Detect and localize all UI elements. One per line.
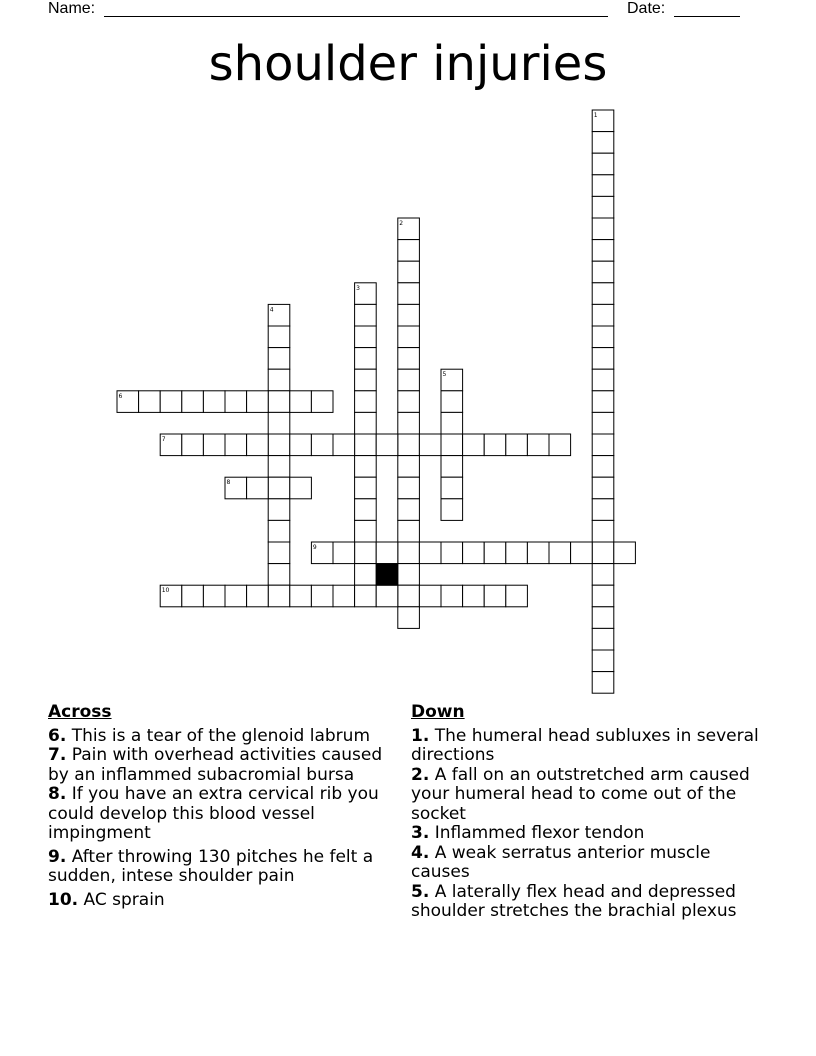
grid-cell[interactable] (333, 585, 355, 607)
grid-cell[interactable] (268, 434, 290, 456)
grid-cell[interactable] (592, 283, 614, 305)
grid-cell[interactable] (592, 261, 614, 283)
grid-cell[interactable] (398, 564, 420, 586)
grid-cell[interactable] (268, 391, 290, 413)
clue-text: A fall on an outstretched arm caused your humeral head to come out of the socket (411, 764, 750, 824)
across-clues (48, 703, 388, 910)
grid-cell[interactable] (376, 585, 398, 607)
blocked-cell (376, 564, 398, 586)
grid-cell[interactable] (441, 499, 463, 521)
grid-cell[interactable] (160, 391, 182, 413)
clue-text: A laterally flex head and depressed shoulder stretches the brachial plexus (411, 881, 737, 921)
grid-cell[interactable] (225, 391, 247, 413)
cell-number-3: 3 (356, 284, 360, 292)
grid-cell[interactable] (268, 542, 290, 564)
cell-number-5: 5 (442, 371, 447, 379)
down-clues (411, 703, 771, 922)
grid-cell[interactable] (592, 304, 614, 326)
grid-cell[interactable] (203, 391, 225, 413)
grid-cell[interactable] (268, 477, 290, 499)
clue-text: If you have an extra cervical rib you could develop this blood vessel impingment (48, 784, 379, 843)
grid-cell[interactable] (441, 391, 463, 413)
grid-cell[interactable] (290, 477, 312, 499)
grid-cell[interactable] (592, 628, 614, 650)
grid-cell[interactable] (355, 434, 377, 456)
clue-number: 4. (411, 842, 430, 863)
grid-cell[interactable] (398, 456, 420, 478)
down-clue-5 (411, 883, 771, 922)
clue-text: A weak serratus anterior muscle causes (411, 842, 711, 882)
grid-cell[interactable] (311, 434, 333, 456)
clue-text: Pain with overhead activities caused by an inflammed subacromial bursa (48, 745, 383, 785)
grid-cell[interactable] (355, 585, 377, 607)
down-heading: Down (411, 702, 465, 722)
across-heading: Across (48, 702, 112, 722)
grid-cell[interactable] (290, 585, 312, 607)
clue-number: 6. (48, 725, 67, 746)
grid-cell[interactable] (398, 240, 420, 262)
grid-cell[interactable] (527, 542, 549, 564)
grid-cell[interactable] (398, 585, 420, 607)
cell-number-7: 7 (161, 436, 166, 443)
grid-cell[interactable] (506, 585, 528, 607)
grid-cell[interactable] (549, 542, 571, 564)
cell-number-4: 4 (269, 306, 274, 314)
clue-text: Inflammed flexor tendon (434, 823, 645, 843)
clue-number: 1. (411, 725, 430, 746)
grid-cell[interactable] (484, 434, 506, 456)
grid-cell[interactable] (182, 434, 204, 456)
across-clue-8 (48, 785, 388, 844)
grid-cell[interactable] (268, 499, 290, 521)
grid-cell[interactable] (419, 585, 441, 607)
grid-cell[interactable] (484, 585, 506, 607)
grid-cell[interactable] (398, 326, 420, 348)
grid-cell[interactable] (463, 542, 485, 564)
grid-cell[interactable] (398, 348, 420, 370)
grid-cell[interactable] (139, 391, 161, 413)
clue-number: 5. (411, 881, 430, 902)
grid-cell[interactable] (268, 564, 290, 586)
grid-cell[interactable] (398, 304, 420, 326)
grid-cell[interactable] (355, 477, 377, 499)
grid-cell[interactable] (311, 585, 333, 607)
grid-cell[interactable] (592, 240, 614, 262)
grid-cell[interactable] (592, 391, 614, 413)
down-clue-1 (411, 727, 771, 766)
clue-text: AC sprain (83, 889, 165, 910)
cell-number-8: 8 (226, 479, 231, 487)
grid-cell[interactable] (182, 391, 204, 413)
grid-cell[interactable] (398, 391, 420, 413)
grid-cell[interactable] (592, 499, 614, 521)
grid-cell[interactable] (592, 456, 614, 478)
grid-cell[interactable] (247, 585, 269, 607)
grid-cell[interactable] (484, 542, 506, 564)
clue-number: 7. (48, 745, 67, 765)
across-clue-10 (48, 891, 388, 911)
grid-cell[interactable] (592, 369, 614, 391)
clue-number: 2. (411, 764, 430, 785)
grid-cell[interactable] (355, 326, 377, 348)
name-label: Name: (48, 0, 96, 17)
across-clue-7 (48, 746, 388, 785)
grid-cell[interactable] (441, 585, 463, 607)
grid-cell[interactable] (268, 520, 290, 542)
grid-cell[interactable] (311, 391, 333, 413)
grid-cell[interactable] (333, 434, 355, 456)
cell-number-9: 9 (312, 544, 317, 551)
down-clue-3 (411, 824, 771, 844)
grid-cell[interactable] (203, 585, 225, 607)
grid-cell[interactable] (441, 542, 463, 564)
cell-number-1: 1 (593, 112, 598, 119)
grid-cell[interactable] (592, 153, 614, 175)
clue-text: This is a tear of the glenoid labrum (71, 725, 370, 746)
cell-number-10: 10 (161, 587, 170, 595)
grid-cell[interactable] (333, 542, 355, 564)
down-clue-4 (411, 844, 771, 883)
clue-number: 8. (48, 784, 67, 804)
grid-cell[interactable] (592, 348, 614, 370)
grid-cell[interactable] (355, 391, 377, 413)
page-title: shoulder injuries (208, 36, 608, 92)
grid-cell[interactable] (592, 434, 614, 456)
grid-cell[interactable] (398, 607, 420, 629)
grid-cell[interactable] (398, 477, 420, 499)
grid-cell[interactable] (592, 326, 614, 348)
date-label: Date: (627, 0, 666, 17)
down-clue-2 (411, 766, 771, 825)
grid-cell[interactable] (376, 434, 398, 456)
grid-cell[interactable] (355, 369, 377, 391)
grid-cell[interactable] (268, 326, 290, 348)
grid-cell[interactable] (398, 434, 420, 456)
grid-cell[interactable] (355, 542, 377, 564)
grid-cell[interactable] (268, 456, 290, 478)
grid-cell[interactable] (225, 585, 247, 607)
grid-cell[interactable] (592, 650, 614, 672)
grid-cell[interactable] (355, 499, 377, 521)
grid-cell[interactable] (592, 585, 614, 607)
grid-cell[interactable] (268, 348, 290, 370)
grid-cell[interactable] (441, 412, 463, 434)
grid-cell[interactable] (571, 542, 593, 564)
grid-cell[interactable] (398, 412, 420, 434)
grid-cell[interactable] (398, 499, 420, 521)
grid-cell[interactable] (398, 283, 420, 305)
grid-cell[interactable] (592, 132, 614, 154)
grid-cell[interactable] (463, 434, 485, 456)
grid-cell[interactable] (419, 434, 441, 456)
grid-cell[interactable] (441, 477, 463, 499)
grid-cell[interactable] (247, 391, 269, 413)
cell-number-2: 2 (399, 220, 404, 227)
grid-cell[interactable] (592, 175, 614, 197)
grid-cell[interactable] (592, 607, 614, 629)
grid-cell[interactable] (441, 456, 463, 478)
grid-cell[interactable] (506, 434, 528, 456)
grid-cell[interactable] (506, 542, 528, 564)
grid-cell[interactable] (592, 196, 614, 218)
grid-cell[interactable] (398, 369, 420, 391)
grid-cell[interactable] (376, 542, 398, 564)
grid-cell[interactable] (398, 261, 420, 283)
grid-cell[interactable] (355, 348, 377, 370)
grid-cell[interactable] (268, 585, 290, 607)
grid-cell[interactable] (592, 412, 614, 434)
grid-cell[interactable] (268, 369, 290, 391)
grid-cell[interactable] (419, 542, 441, 564)
grid-cell[interactable] (355, 304, 377, 326)
grid-cell[interactable] (355, 564, 377, 586)
grid-cell[interactable] (247, 434, 269, 456)
grid-cell[interactable] (182, 585, 204, 607)
grid-cell[interactable] (592, 542, 614, 564)
clue-number: 3. (411, 823, 430, 843)
grid-cell[interactable] (614, 542, 636, 564)
across-clue-9 (48, 848, 388, 887)
grid-cell[interactable] (203, 434, 225, 456)
grid-cell[interactable] (592, 672, 614, 694)
grid-cell[interactable] (549, 434, 571, 456)
grid-cell[interactable] (355, 520, 377, 542)
grid-cell[interactable] (592, 477, 614, 499)
grid-cell[interactable] (398, 542, 420, 564)
clue-number: 10. (48, 889, 79, 910)
grid-cell[interactable] (592, 218, 614, 240)
clue-text: After throwing 130 pitches he felt a sudden, intese shoulder pain (48, 846, 374, 886)
grid-cell[interactable] (441, 434, 463, 456)
grid-cell[interactable] (355, 412, 377, 434)
clue-number: 9. (48, 846, 67, 867)
grid-cell[interactable] (290, 391, 312, 413)
grid-cell[interactable] (268, 412, 290, 434)
grid-cell[interactable] (592, 520, 614, 542)
grid-cell[interactable] (527, 434, 549, 456)
grid-cell[interactable] (247, 477, 269, 499)
grid-cell[interactable] (592, 564, 614, 586)
across-clue-6 (48, 727, 388, 747)
clue-text: The humeral head subluxes in several directions (411, 725, 759, 765)
grid-cell[interactable] (355, 456, 377, 478)
grid-cell[interactable] (398, 520, 420, 542)
grid-cell[interactable] (463, 585, 485, 607)
grid-cell[interactable] (225, 434, 247, 456)
grid-cell[interactable] (290, 434, 312, 456)
cell-number-6: 6 (118, 392, 123, 400)
